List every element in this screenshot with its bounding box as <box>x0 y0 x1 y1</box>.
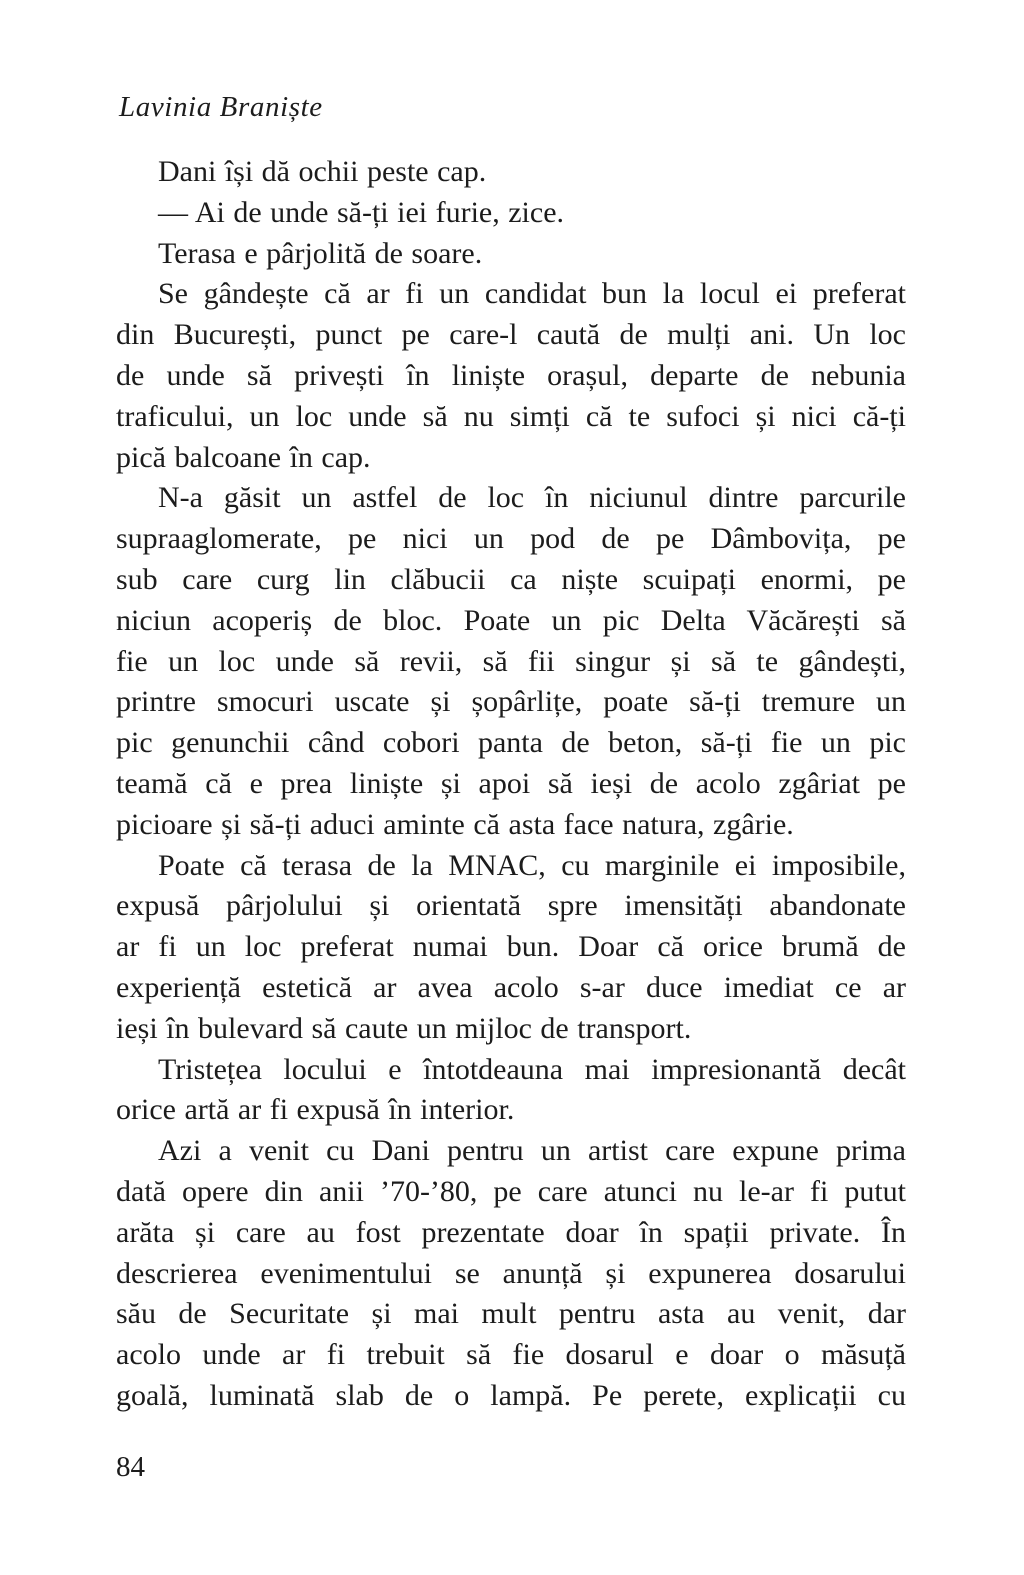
text-line: supraaglomerate, pe nici un pod de pe Dâmbovița, pe <box>116 522 906 556</box>
text-line: Poate că terasa de la MNAC, cu marginile ei imposibile, <box>158 848 906 882</box>
text-line: picioare și să-ți aduci aminte că asta face natura, zgârie. <box>116 807 794 841</box>
text-line: Terasa e pârjolită de soare. <box>158 236 483 270</box>
text-line: traficului, un loc unde să nu simți că te sufoci și nici că-ți <box>116 399 906 433</box>
text-line: niciun acoperiș de bloc. Poate un pic Delta Văcărești să <box>116 603 906 637</box>
page-number: 84 <box>116 1451 145 1483</box>
text-line: — Ai de unde să-ți iei furie, zice. <box>158 195 565 229</box>
text-line: expusă pârjolului și orientată spre imensități abandonate <box>116 889 906 923</box>
text-line: arăta și care au fost prezentate doar în spații private. În <box>116 1215 906 1249</box>
body-text <box>116 152 906 1417</box>
text-line: ar fi un loc preferat numai bun. Doar că orice brumă de <box>116 930 906 964</box>
running-header-author: Lavinia Braniște <box>119 91 323 123</box>
text-line: din București, punct pe care-l caută de mulți ani. Un loc <box>116 318 906 352</box>
text-line: descrierea evenimentului se anunță și expunerea dosarului <box>116 1256 906 1290</box>
text-line: teamă că e prea liniște și apoi să ieși de acolo zgâriat pe <box>116 766 906 800</box>
text-line: pică balcoane în cap. <box>116 440 371 474</box>
text-line: dată opere din anii ’70-’80, pe care atunci nu le-ar fi putut <box>116 1174 906 1208</box>
text-line: experiență estetică ar avea acolo s-ar duce imediat ce ar <box>116 970 906 1004</box>
text-line: Se gândește că ar fi un candidat bun la locul ei preferat <box>158 277 906 311</box>
text-line: pic genunchii când cobori panta de beton, să-ți fie un pic <box>116 726 906 760</box>
text-line: Dani își dă ochii peste cap. <box>158 155 487 188</box>
text-line: sub care curg lin clăbucii ca niște scuipați enormi, pe <box>116 562 906 596</box>
text-line: acolo unde ar fi trebuit să fie dosarul e doar o măsuță <box>116 1338 906 1372</box>
text-line: ieși în bulevard să caute un mijloc de transport. <box>116 1011 692 1045</box>
text-line: Tristețea locului e întotdeauna mai impresionantă decât <box>158 1052 906 1086</box>
text-line: său de Securitate și mai mult pentru asta au venit, dar <box>116 1297 906 1331</box>
text-line: Azi a venit cu Dani pentru un artist care expune prima <box>158 1134 906 1168</box>
text-line: printre smocuri uscate și șopârlițe, poate să-ți tremure un <box>116 685 906 719</box>
text-line: fie un loc unde să revii, să fii singur și să te gândești, <box>116 644 906 678</box>
text-line: orice artă ar fi expusă în interior. <box>116 1093 515 1127</box>
text-line: goală, luminată slab de o lampă. Pe perete, explicații cu <box>116 1378 906 1412</box>
text-line: N-a găsit un astfel de loc în niciunul dintre parcurile <box>158 481 906 515</box>
text-line: de unde să privești în liniște orașul, departe de nebunia <box>116 358 906 392</box>
